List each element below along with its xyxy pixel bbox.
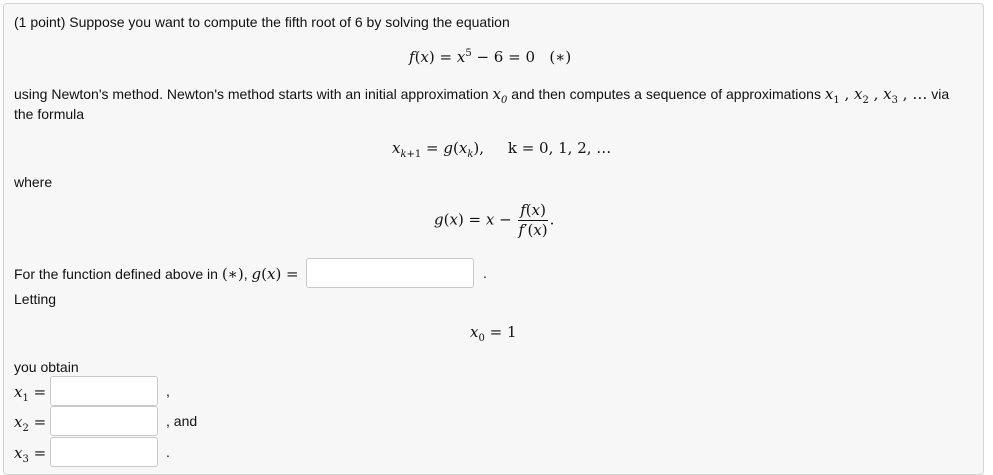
x1-comma: , <box>166 383 170 399</box>
the-formula-label: the formula <box>14 106 85 122</box>
g-period: . <box>483 265 487 281</box>
g-input[interactable] <box>306 258 474 288</box>
x2-label: $x_2$ = <box>14 413 47 434</box>
x1-label: $x_1$ = <box>14 383 47 404</box>
problem-intro: (1 point) Suppose you want to compute the fifth root of 6 by solving the equation <box>14 14 510 30</box>
g-definition: g(x) = x − $\frac{f(x)}{f'(x)}$ . <box>434 201 555 239</box>
x2-input[interactable] <box>50 406 158 436</box>
x2-and: , and <box>166 413 198 429</box>
iteration-formula: $x_{k+1} = g(x_k)$, k = 0, 1, 2, … <box>392 139 612 160</box>
newton-description: using Newton's method. Newton's method starts with an initial approximation $x_0$ and then computes a sequence of approximations $x_1$ , $x_2$ , $x_3$ , … via <box>14 85 950 106</box>
g-prompt: For the function defined above in (∗), g(x) = <box>14 265 299 283</box>
letting-label: Letting <box>14 291 57 307</box>
x3-period: . <box>166 444 170 460</box>
equation-tag: (∗) <box>549 48 572 66</box>
you-obtain-label: you obtain <box>14 359 79 375</box>
g-fraction: $\frac{f(x)}{f'(x)}$ <box>518 201 548 239</box>
iteration-range: k = 0, 1, 2, … <box>507 139 612 157</box>
x3-label: $x_3$ = <box>14 444 47 465</box>
equation: $f(x) = x^5 - 6 = 0$ (∗) <box>409 48 572 66</box>
x3-input[interactable] <box>50 437 158 467</box>
x1-input[interactable] <box>50 376 158 406</box>
where-label: where <box>14 174 53 190</box>
initial-approximation: $x_0 = 1$ <box>470 323 517 344</box>
